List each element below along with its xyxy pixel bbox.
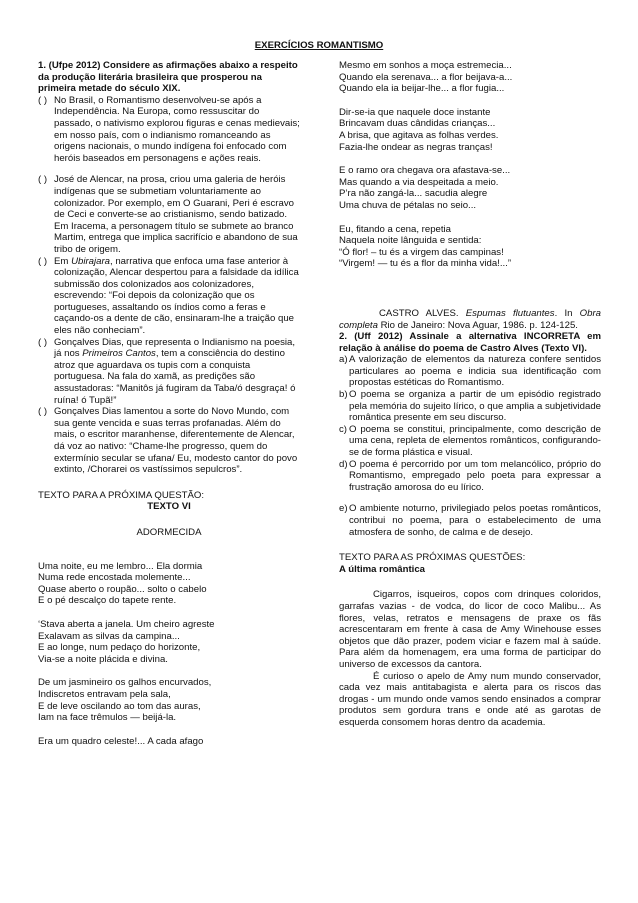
citation-collection: Obra completa: [339, 307, 602, 331]
poem-line: Fazia-lhe ondear as negras tranças!: [339, 141, 493, 153]
poem-stanza-2: [38, 619, 300, 665]
poem-line: Indiscretos entravam pela sala,: [38, 688, 171, 700]
poem-stanza-3: [38, 677, 300, 723]
statement-text: Gonçalves Dias, que representa o Indianismo na poesia, já nos: [54, 336, 296, 360]
poem-line: Brincavam duas cândidas crianças...: [339, 118, 496, 130]
question-2-option-b: [339, 389, 601, 424]
poem-line: Iam na face trêmulos — beijá-la.: [38, 712, 177, 724]
text-for-next-question: TEXTO PARA A PRÓXIMA QUESTÃO:: [38, 489, 204, 501]
option-text: O ambiente noturno, privilegiado pelos poetas românticos, contribui no poema, para o estabelecimento de uma atmosfera de sonho, de calma e de desejo.: [349, 503, 601, 538]
page-title: EXERCÍCIOS ROMANTISMO: [254, 40, 384, 51]
statement-text: Em: [54, 255, 72, 267]
poem-stanza-1: [38, 561, 300, 607]
question-2-option-d: [339, 459, 601, 494]
question-1-heading-cont: primeira metade do século XIX.: [38, 83, 181, 95]
question-1-statement-2: [38, 174, 300, 255]
poem-stanza-8: [339, 224, 601, 270]
left-column: [38, 60, 300, 747]
poem-line: A brisa, que agitava as folhas verdes.: [339, 129, 499, 141]
poem-line: Exalavam as silvas da campina...: [38, 630, 180, 642]
question-1-statement-5: [38, 406, 300, 476]
poem-line: Quando ela serenava... a flor beijava-a...: [339, 71, 513, 83]
option-letter: a): [339, 354, 348, 366]
answer-blank: ( ): [38, 406, 48, 418]
question-2-option-c: [339, 424, 601, 459]
option-letter: d): [339, 458, 348, 470]
question-1-statement-3: [38, 256, 300, 337]
poem-line: “Virgem! — tu és a flor da minha vida!...”: [339, 258, 512, 270]
poem-line: De um jasmineiro os galhos encurvados,: [38, 677, 212, 689]
option-text: O poema se organiza a partir de um episódio registrado pela memória do sujeito lírico, o que amplia a subjetividade romântica presente em seu discurso.: [349, 389, 601, 424]
poem-line: Uma chuva de pétalas no seio...: [339, 199, 477, 211]
question-1-statement-1: [38, 95, 300, 165]
statement-text: No Brasil, o Romantismo desenvolveu-se após a Independência. Na Europa, como ressuscitar do passado, o nativismo explorou figuras e cenas medievais; em nosso país, com o indianismo romanceando as origens nacionais, o mundo indígena foi enfocado com heróis baseados em personagens e ações reais.: [54, 94, 300, 164]
question-2-option-e: [339, 503, 601, 538]
article-title: A última romântica: [339, 563, 426, 575]
poem-line: Via-se a noite plácida e divina.: [38, 653, 168, 665]
option-text: O poema se constitui, principalmente, como descrição de uma cena, repleta de elementos românticos, configurando-se de forma plástica e visual.: [349, 423, 601, 459]
text-for-next-questions: TEXTO PARA AS PRÓXIMAS QUESTÕES:: [339, 552, 526, 564]
poem-line: Numa rede encostada molemente...: [38, 572, 191, 584]
poem-line: E ao longe, num pedaço do horizonte,: [38, 642, 201, 654]
option-text: A valorização de elementos da natureza confere sentidos particulares ao poema e indicia sua identificação com propostas estéticas do Romantismo.: [349, 354, 601, 389]
article-paragraph-1: Cigarros, isqueiros, copos com drinques coloridos, garrafas vazias - de vodca, do licor de coco Malibu... As flores, velas, retratos e mensagens de praxe os fãs acrescentaram em frente à casa de Amy Winehouse esses objetos que dão prazer, podem viciar e fazem mal à saúde. Para além da homenagem, era uma forma de participar do universo de excessos da cantora.: [339, 589, 601, 670]
statement-text: Gonçalves Dias lamentou a sorte do Novo Mundo, com sua gente vencida e suas terras profanadas. Além do mais, o escritor maranhense, diferentemente de Alencar, dá voz ao nativo: “Chame-lhe progresso, quem do extermínio secular se ufana/ Eu, modesto cantor do povo extinto, /Chorarei os vastíssimos sepulcros”.: [54, 406, 298, 476]
poem-title: ADORMECIDA: [136, 526, 202, 538]
poem-stanza-7: [339, 165, 601, 211]
poem-stanza-4: [38, 736, 300, 748]
citation-sep: . In: [554, 307, 580, 319]
citation-author: CASTRO ALVES.: [379, 307, 466, 319]
citation-book: Espumas flutuantes: [465, 307, 555, 319]
option-letter: c): [339, 423, 347, 435]
statement-text-cont: , narrativa que enfoca uma fase anterior à colonização, Alencar despertou para a falsidade da idílica submissão dos colonizados aos colonizadores, escrevendo: “Foi depois da colonização que os portugueses, assaltando os índios como a feras e caçando-os a dente de cão, ensinaram-lhe a traição que eles não conheciam”.: [54, 255, 299, 337]
poem-line: Mesmo em sonhos a moça estremecia...: [339, 60, 512, 71]
right-column: [339, 60, 601, 729]
poem-line: Dir-se-ia que naquele doce instante: [339, 106, 491, 118]
statement-text-cont: , tem a consciência do destino atroz que aguardava os tupis com a conquista portuguesa. Na fala do xamã, as predições são assustadoras: “Manitôs já fugiram da Taba/ó desgraça! ó ruína! ó Tupã!”: [54, 348, 296, 406]
poem-line: Uma noite, eu me lembro... Ela dormia: [38, 560, 203, 572]
poem-line: E de leve oscilando ao tom das auras,: [38, 700, 201, 712]
poem-line: Mas quando a via despeitada a meio.: [339, 176, 499, 188]
answer-blank: ( ): [38, 336, 48, 348]
question-2-option-a: [339, 354, 601, 389]
poem-citation: [339, 308, 601, 331]
work-title: Primeiros Cantos: [82, 348, 156, 360]
answer-blank: ( ): [38, 94, 48, 106]
poem-line: Eu, fitando a cena, repetia: [339, 223, 452, 235]
poem-line: Era um quadro celeste!... A cada afago: [38, 735, 204, 747]
article-paragraph-2: É curioso o apelo de Amy num mundo conservador, cada vez mais antitabagista e alerta para os riscos das drogas - um mundo onde vamos sendo ensinados a comprar produtos sem gordura trans e onde até as garotas de esquerda consomem horas dentro da academia.: [339, 670, 601, 728]
statement-text: José de Alencar, na prosa, criou uma galeria de heróis indígenas que se submetiam voluntariamente ao colonizador. Por exemplo, em O Guarani, Peri é escravo de Ceci e converte-se ao cristianismo, sendo batizado. Em Iracema, a personagem título se submete ao branco Martim, entrega que implica sacrifício e abandono de sua tribo de origem.: [54, 174, 298, 255]
poem-stanza-5: [339, 60, 601, 95]
poem-line: Quase aberto o roupão... solto o cabelo: [38, 583, 207, 595]
poem-line: E o ramo ora chegava ora afastava-se...: [339, 165, 511, 177]
answer-blank: ( ): [38, 255, 48, 267]
option-text: O poema é percorrido por um tom melancólico, próprio do Romantismo, empregado pelo poeta para expressar a frustração amorosa do eu lírico.: [349, 458, 601, 493]
question-1-heading: 1. (Ufpe 2012) Considere as afirmações abaixo a respeito da produção literária brasileira que prosperou na: [38, 60, 298, 83]
option-letter: b): [339, 389, 348, 401]
poem-stanza-6: [339, 107, 601, 153]
answer-blank: ( ): [38, 174, 48, 186]
poem-line: E o pé descalço do tapete rente.: [38, 595, 177, 607]
option-letter: e): [339, 503, 348, 515]
poem-line: Naquela noite lânguida e sentida:: [339, 235, 482, 247]
question-1-statement-4: [38, 337, 300, 407]
poem-line: Quando ela ia beijar-lhe... a flor fugia...: [339, 83, 505, 95]
citation-publisher: Rio de Janeiro: Nova Aguar, 1986. p. 124-125.: [377, 319, 578, 331]
work-title: Ubirajara: [71, 255, 110, 267]
text-vi-label: TEXTO VI: [147, 501, 191, 513]
poem-line: “Ó flor! – tu és a virgem das campinas!: [339, 246, 504, 258]
question-2-heading: 2. (Uff 2012) Assinale a alternativa INCORRETA em relação à análise do poema de Castro Alves (Texto VI).: [339, 331, 601, 354]
poem-line: P’ra não zangá-la... sacudia alegre: [339, 188, 488, 200]
poem-line: ‘Stava aberta a janela. Um cheiro agreste: [38, 618, 215, 630]
